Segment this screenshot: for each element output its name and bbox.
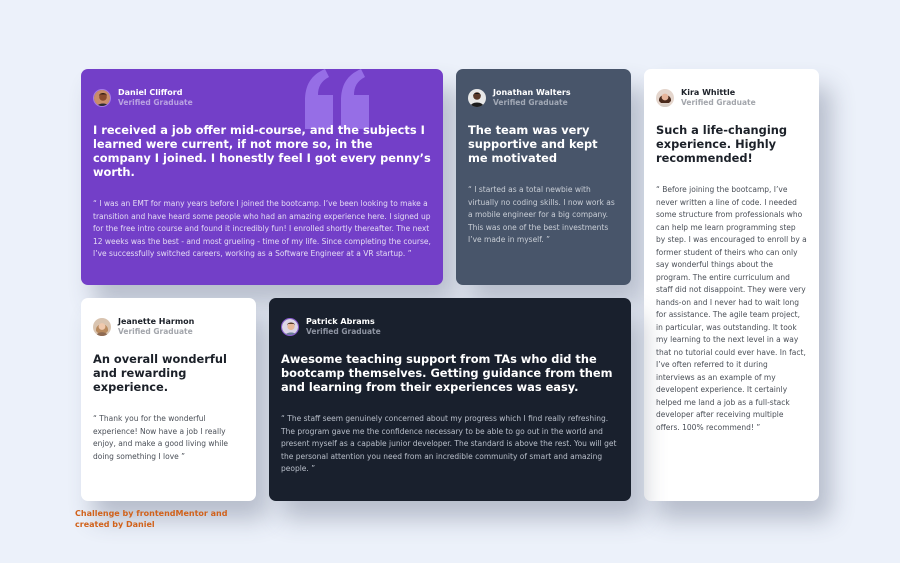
author-status: Verified Graduate	[493, 98, 568, 107]
testimonial-headline: Such a life-changing experience. Highly recommended!	[656, 123, 787, 165]
author-name: Jeanette Harmon	[118, 317, 195, 326]
testimonial-body: “ I started as a total newbie with virtually no coding skills. I now work as a mobile engineer for a big company. This was one of the best investments I’ve made in myself. ”	[468, 185, 615, 244]
author-name: Patrick Abrams	[306, 317, 375, 326]
testimonial-card-kira	[644, 69, 819, 501]
testimonial-headline: The team was very supportive and kept me motivated	[468, 123, 598, 165]
avatar-daniel-icon	[93, 89, 111, 107]
author-status: Verified Graduate	[306, 327, 381, 336]
testimonial-card-jonathan	[456, 69, 631, 285]
avatar-jeanette-icon	[93, 318, 111, 336]
author-info	[656, 86, 807, 110]
author-info	[468, 86, 619, 110]
testimonial-card-daniel	[81, 69, 443, 285]
avatar-jonathan-icon	[468, 89, 486, 107]
author-status: Verified Graduate	[118, 327, 193, 336]
testimonial-headline: I received a job offer mid-course, and the subjects I learned were current, if not more so, in the company I joined. I honestly feel I got every penny’s worth.	[93, 123, 431, 179]
testimonial-card-jeanette	[81, 298, 256, 501]
author-info	[281, 315, 619, 339]
testimonial-headline: An overall wonderful and rewarding experience.	[93, 352, 227, 394]
testimonial-body: “ I was an EMT for many years before I joined the bootcamp. I’ve been looking to make a transition and have heard some people who had an amazing experience here. I signed up for the free intro course and found it incredibly fun! I enrolled shortly thereafter. The next 12 weeks was the best - and most grueling - time of my life. Since completing the course, I’ve successfully switched careers, working as a Software Engineer at a VR startup. ”	[93, 199, 431, 258]
avatar-patrick-icon	[281, 318, 299, 336]
testimonial-body: “ Before joining the bootcamp, I’ve never written a line of code. I needed some structure from professionals who can help me learn programming step by step. I was encouraged to enroll by a former student of theirs who can only say wonderful things about the program. The entire curriculum and staff did not disappoint. They were very hands-on and I never had to wait long for assistance. The agile team project, in particular, was outstanding. It took my learning to the next level in a way that no tutorial could ever have. In fact, I’ve often referred to it during interviews as an example of my developent experience. It certainly helped me land a job as a full-stack developer after receiving multiple offers. 100% recommend! ”	[656, 185, 807, 432]
testimonial-body: “ The staff seem genuinely concerned about my progress which I find really refreshing. The program gave me the confidence necessary to be able to go out in the world and present myself as a capable junior developer. The standard is above the rest. You will get the personal attention you need from an incredible community of smart and amazing people. ”	[281, 414, 617, 473]
author-info	[93, 315, 244, 339]
author-name: Kira Whittle	[681, 88, 736, 97]
testimonial-card-patrick	[269, 298, 631, 501]
testimonial-headline: Awesome teaching support from TAs who did the bootcamp themselves. Getting guidance from them and learning from their experiences was easy.	[281, 352, 613, 394]
author-name: Daniel Clifford	[118, 88, 183, 97]
author-status: Verified Graduate	[681, 98, 756, 107]
testimonial-body: “ Thank you for the wonderful experience! Now have a job I really enjoy, and make a good living while doing something I love ”	[93, 414, 229, 461]
author-status: Verified Graduate	[118, 98, 193, 107]
author-name: Jonathan Walters	[493, 88, 571, 97]
attribution-credit: Challenge by frontendMentor and created by Daniel	[75, 509, 228, 529]
avatar-kira-icon	[656, 89, 674, 107]
author-info	[93, 86, 431, 110]
